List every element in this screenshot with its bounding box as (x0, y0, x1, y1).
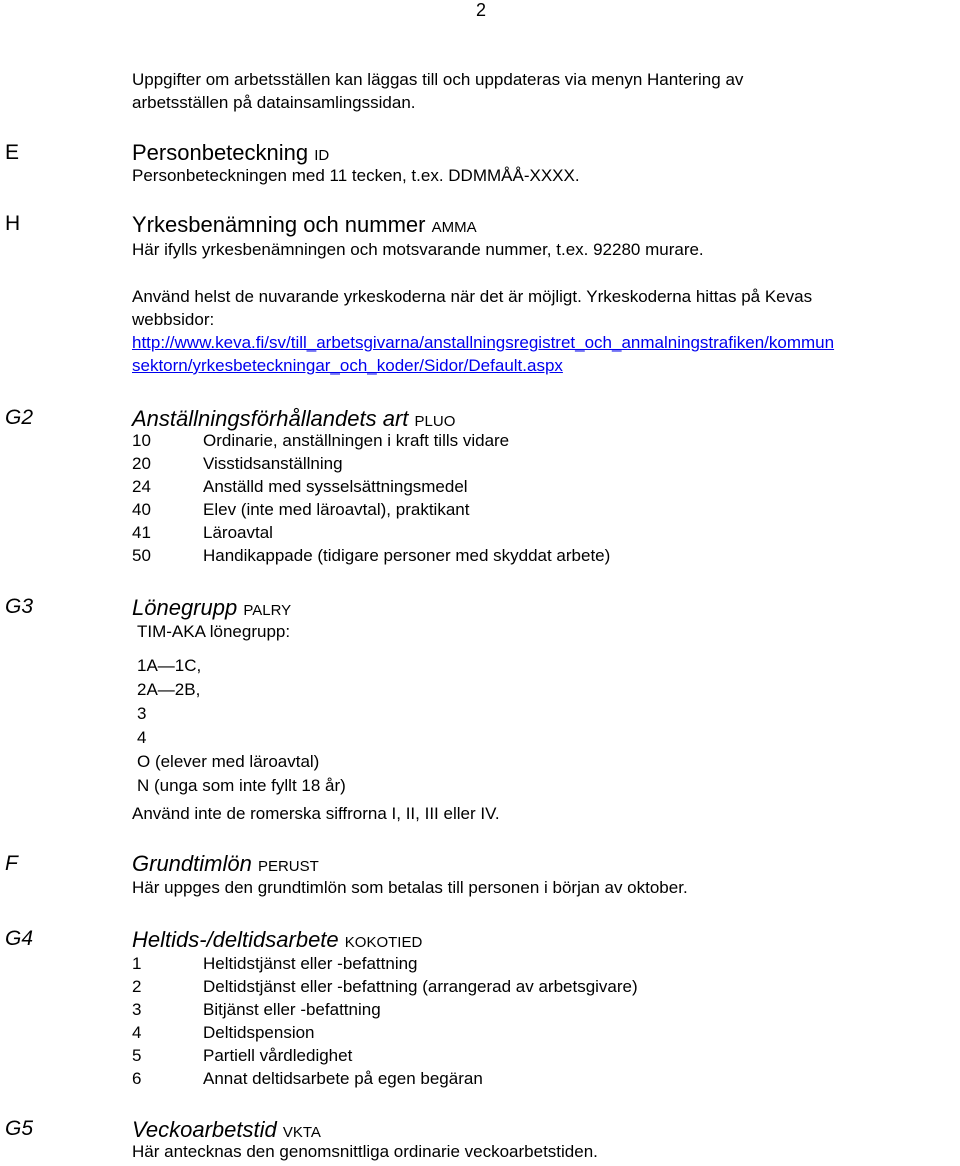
section-note-g3: Använd inte de romerska siffrorna I, II, III eller IV. (132, 804, 500, 823)
item-text: Handikappade (tidigare personer med skyddat arbete) (203, 546, 611, 565)
list-item (132, 977, 638, 997)
list-item (132, 1023, 315, 1043)
section-text-f: Här uppges den grundtimlön som betalas till personen i början av oktober. (132, 878, 688, 897)
section-text-e: Personbeteckningen med 11 tecken, t.ex. DDMMÅÅ-XXXX. (132, 166, 580, 185)
item-text: Ordinarie, anställningen i kraft tills vidare (203, 431, 510, 450)
list-item (132, 500, 469, 520)
item-code: 41 (132, 523, 151, 542)
list-item (132, 1046, 352, 1066)
section-tag-h: AMMA (431, 219, 477, 236)
section-title-g4: Heltids-/deltidsarbete (132, 927, 339, 952)
section-heading-f (132, 851, 319, 877)
list-item (132, 1069, 483, 1089)
section-code-g5: G5 (5, 1117, 34, 1140)
list-item: N (unga som inte fyllt 18 år) (137, 776, 346, 795)
item-code: 6 (132, 1069, 142, 1088)
item-code: 1 (132, 954, 142, 973)
section-heading-g5 (132, 1117, 321, 1143)
kevas-link-line-1[interactable]: http://www.keva.fi/sv/till_arbetsgivarna/anstallningsregistret_och_anmalningstrafiken/kommun (132, 333, 835, 352)
item-code: 50 (132, 546, 151, 565)
item-text: Elev (inte med läroavtal), praktikant (203, 500, 470, 519)
section-heading-g3 (132, 595, 291, 621)
list-item: 3 (137, 704, 147, 723)
item-text: Anställd med sysselsättningsmedel (203, 477, 468, 496)
section-tag-e: ID (314, 147, 330, 164)
section-tag-g2: PLUO (414, 413, 456, 430)
section-title-g2: Anställningsförhållandets art (132, 406, 409, 431)
item-code: 10 (132, 431, 151, 450)
item-code: 40 (132, 500, 151, 519)
section-text-h: Här ifylls yrkesbenämningen och motsvarande nummer, t.ex. 92280 murare. (132, 240, 704, 259)
item-text: Bitjänst eller -befattning (203, 1000, 381, 1019)
intro-line-2: arbetsställen på datainsamlingssidan. (132, 93, 416, 112)
section-tag-g4: KOKOTIED (344, 934, 423, 951)
item-code: 2 (132, 977, 142, 996)
section-heading-h (132, 212, 477, 238)
list-item (132, 523, 273, 543)
list-item (132, 546, 610, 566)
list-item (132, 1000, 381, 1020)
lonegrupp-list (137, 654, 346, 798)
item-code: 4 (132, 1023, 142, 1042)
list-item (132, 454, 343, 474)
section-title-g5: Veckoarbetstid (132, 1117, 277, 1142)
item-code: 3 (132, 1000, 142, 1019)
section-tag-f: PERUST (257, 858, 319, 875)
section-code-g3: G3 (5, 595, 34, 618)
section-sub-g3: TIM-AKA lönegrupp: (137, 622, 291, 641)
page-number: 2 (476, 0, 487, 20)
section-tag-g3: PALRY (243, 602, 292, 619)
section-title-h: Yrkesbenämning och nummer (132, 212, 426, 237)
item-text: Annat deltidsarbete på egen begäran (203, 1069, 483, 1088)
section-tag-g5: VKTA (282, 1124, 321, 1141)
list-item: O (elever med läroavtal) (137, 752, 320, 771)
section-code-f: F (5, 852, 18, 875)
item-text: Deltidspension (203, 1023, 315, 1042)
list-item (132, 477, 468, 497)
list-item (132, 431, 509, 451)
section-heading-e (132, 140, 329, 166)
item-text: Läroavtal (203, 523, 273, 542)
item-text: Visstidsanställning (203, 454, 343, 473)
section-title-e: Personbeteckning (132, 140, 309, 165)
item-code: 20 (132, 454, 151, 473)
item-code: 24 (132, 477, 151, 496)
section-text-g5: Här antecknas den genomsnittliga ordinarie veckoarbetstiden. (132, 1142, 598, 1161)
list-item: 4 (137, 728, 147, 747)
item-text: Deltidstjänst eller -befattning (arrangerad av arbetsgivare) (203, 977, 638, 996)
section-heading-g2 (132, 406, 455, 432)
intro-line-1: Uppgifter om arbetsställen kan läggas till och uppdateras via menyn Hantering av (132, 70, 744, 89)
item-text: Partiell vårdledighet (203, 1046, 353, 1065)
section-note-h-1: Använd helst de nuvarande yrkeskoderna när det är möjligt. Yrkeskoderna hittas på Kevas (132, 287, 813, 306)
item-code: 5 (132, 1046, 142, 1065)
section-code-g4: G4 (5, 927, 34, 950)
section-code-e: E (5, 141, 20, 164)
section-code-g2: G2 (5, 406, 34, 429)
section-code-h: H (5, 212, 21, 235)
item-text: Heltidstjänst eller -befattning (203, 954, 418, 973)
section-heading-g4 (132, 927, 422, 953)
section-title-g3: Lönegrupp (132, 595, 238, 620)
section-note-h-2: webbsidor: (132, 310, 215, 329)
kevas-link-line-2[interactable]: sektorn/yrkesbeteckningar_och_koder/Sidor/Default.aspx (132, 356, 563, 375)
list-item: 1A—1C, (137, 656, 202, 675)
list-item: 2A—2B, (137, 680, 201, 699)
list-item (132, 954, 418, 974)
section-title-f: Grundtimlön (132, 851, 252, 876)
